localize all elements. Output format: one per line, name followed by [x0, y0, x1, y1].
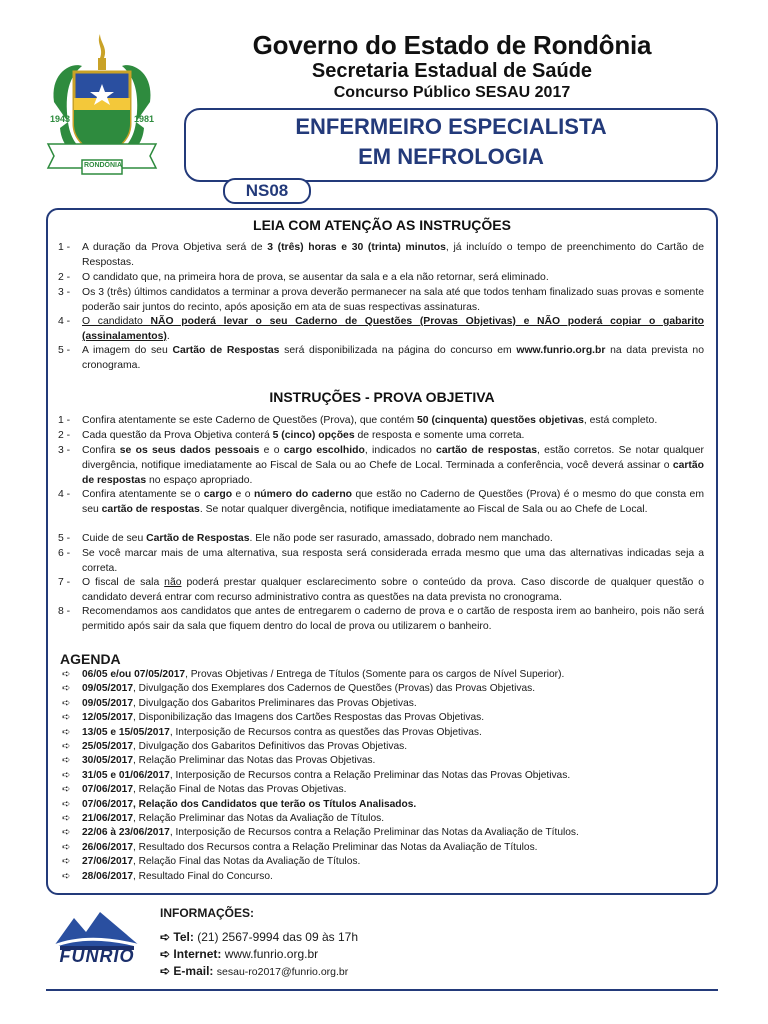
arrow-right-icon: ➪ [62, 683, 71, 695]
item-number: 6 - [58, 548, 71, 559]
page-title: Governo do Estado de Rondônia [252, 30, 652, 60]
arrow-right-icon: ➪ [62, 784, 71, 796]
contest-name: Concurso Público SESAU 2017 [333, 84, 571, 101]
exam-code-badge: NS08 [223, 178, 311, 204]
general-item-1: 1 - A duração da Prova Objetiva será de 3 (três) horas e 30 (trinta) minutos, já incluído o tempo de preenchimento do Cartão de Respostas. [58, 242, 704, 268]
arrow-right-icon: ➪ [160, 964, 171, 978]
funrio-logo-text: FUNRIO [59, 946, 135, 966]
agenda-item: ➪ 07/06/2017, Relação dos Candidatos que terão os Títulos Analisados. [62, 798, 416, 812]
arrow-right-icon: ➪ [62, 813, 71, 824]
role-title-line2: EM NEFROLOGIA [358, 144, 544, 169]
objective-item-3: 3 - Confira se os seus dados pessoais e o cargo escolhido, indicados no cartão de respostas, estão corretos. Se notar qualquer divergência, notifique imediatamente ao Fiscal de Sala ou ao Chefe de Local. Terminada a conferência, você deverá assinar o cartão de respostas no espaço apropriado. [58, 445, 704, 486]
general-item-5: 5 - A imagem do seu Cartão de Respostas será disponibilizada na página do concurso em www.funrio.org.br na data prevista no cronograma. [58, 345, 704, 371]
arrow-right-icon: ➪ [62, 669, 71, 680]
agenda-item: ➪ 27/06/2017, Relação Final das Notas da Avaliação de Títulos. [62, 855, 360, 869]
item-number: 1 - [58, 242, 71, 253]
email-link[interactable]: sesau-ro2017@funrio.org.br [216, 966, 349, 978]
agenda-item: ➪ 25/05/2017, Divulgação dos Gabaritos Definitivos das Provas Objetivas. [62, 740, 407, 754]
agenda-item: ➪ 28/06/2017, Resultado Final do Concurso. [62, 870, 273, 884]
arrow-right-icon: ➪ [62, 697, 71, 709]
info-heading: INFORMAÇÕES: [160, 906, 254, 920]
item-number: 2 - [58, 272, 71, 283]
objective-item-8: 8 - Recomendamos aos candidatos que antes de entregarem o caderno de prova e o cartão de resposta irem ao banheiro, pois não será permitido após sair da sala que fiquem dentro do local de prova ou utilizarem o banheiro. [58, 606, 704, 632]
general-item-4: 4 - O candidato NÃO poderá levar o seu Caderno de Questões (Provas Objetivas) e NÃO poderá copiar o gabarito (assinalamentos). [58, 316, 705, 342]
general-item-2: 2 - O candidato que, na primeira hora de prova, se ausentar da sala e a ela não retornar, será eliminado. [58, 272, 549, 283]
arrow-right-icon: ➪ [62, 769, 71, 781]
item-number: 4 - [58, 316, 71, 327]
agenda-item: ➪ 30/05/2017, Relação Preliminar das Notas das Provas Objetivas. [62, 754, 375, 768]
info-email: ➪ E-mail: sesau-ro2017@funrio.org.br [160, 964, 349, 978]
arrow-right-icon: ➪ [62, 841, 71, 853]
agenda-item: ➪ 09/05/2017, Divulgação dos Gabaritos Preliminares das Provas Objetivas. [62, 697, 417, 711]
item-number: 4 - [58, 489, 71, 500]
item-number: 3 - [58, 445, 71, 456]
general-instructions-heading: LEIA COM ATENÇÃO AS INSTRUÇÕES [253, 217, 511, 233]
arrow-right-icon: ➪ [160, 947, 171, 961]
info-phone: ➪ Tel: (21) 2567-9994 das 09 às 17h [160, 930, 358, 944]
agenda-item: ➪ 13/05 e 15/05/2017, Interposição de Recursos contra as questões das Provas Objetivas. [62, 726, 482, 740]
arrow-right-icon: ➪ [62, 856, 71, 868]
item-number: 3 - [58, 287, 71, 298]
coat-year-left: 1943 [50, 114, 71, 124]
item-number: 2 - [58, 430, 71, 441]
agenda-item: ➪ 06/05 e/ou 07/05/2017, Provas Objetivas / Entrega de Títulos (Somente para os cargos de Nível Superior). [62, 668, 564, 682]
info-internet: ➪ Internet: www.funrio.org.br [160, 947, 319, 961]
objective-instructions-heading: INSTRUÇÕES - PROVA OBJETIVA [269, 389, 495, 405]
agenda-item: ➪ 07/06/2017, Relação Final de Notas das Provas Objetivas. [62, 783, 346, 797]
arrow-right-icon: ➪ [62, 712, 71, 724]
objective-item-2: 2 - Cada questão da Prova Objetiva conterá 5 (cinco) opções de resposta e somente uma correta. [58, 430, 525, 441]
general-item-3: 3 - Os 3 (três) últimos candidatos a terminar a prova deverão permanecer na sala até que todos tenham finalizado suas provas e somente poderão sair juntos do recinto, após aposição em ata de suas respectivas assinaturas. [58, 287, 704, 313]
objective-item-6: 6 - Se você marcar mais de uma alternativa, sua resposta será considerada errada mesmo que uma das alternativas indicadas seja a correta. [58, 548, 704, 574]
arrow-right-icon: ➪ [62, 798, 71, 810]
item-number: 5 - [58, 533, 71, 544]
arrow-right-icon: ➪ [62, 827, 71, 839]
coat-name: RONDÔNIA [83, 162, 123, 169]
website-link[interactable]: www.funrio.org.br [224, 947, 319, 961]
arrow-right-icon: ➪ [62, 726, 71, 738]
agenda-item: ➪ 22/06 à 23/06/2017, Interposição de Recursos contra a Relação Preliminar das Notas da Avaliação de Títulos. [62, 826, 579, 840]
bottom-divider [46, 989, 718, 991]
agenda-item: ➪ 26/06/2017, Resultado dos Recursos contra a Relação Preliminar das Notas da Avaliação de Títulos. [62, 841, 538, 855]
item-number: 7 - [58, 577, 71, 588]
item-number: 1 - [58, 415, 71, 426]
arrow-right-icon: ➪ [160, 930, 171, 944]
arrow-right-icon: ➪ [62, 741, 71, 752]
objective-item-5: 5 - Cuide de seu Cartão de Respostas. Ele não pode ser rasurado, amassado, dobrado nem manchado. [58, 533, 553, 544]
coat-year-right: 1981 [134, 114, 155, 124]
agenda-item: ➪ 31/05 e 01/06/2017, Interposição de Recursos contra a Relação Preliminar das Notas das Provas Objetivas. [62, 769, 570, 783]
agenda-item: ➪ 09/05/2017, Divulgação dos Exemplares dos Cadernos de Questões (Provas) das Provas Objetivas. [62, 682, 535, 696]
page-subtitle: Secretaria Estadual de Saúde [311, 60, 593, 82]
agenda-heading: AGENDA [60, 651, 121, 667]
agenda-item: ➪ 21/06/2017, Relação Preliminar das Notas da Avaliação de Títulos. [62, 812, 384, 826]
agenda-item: ➪ 12/05/2017, Disponibilização das Imagens dos Cartões Respostas das Provas Objetivas. [62, 711, 484, 725]
rondonia-coat-of-arms-icon [42, 32, 162, 180]
objective-item-1: 1 - Confira atentamente se este Caderno de Questões (Prova), que contém 50 (cinquenta) questões objetivas, está completo. [58, 415, 658, 426]
item-number: 5 - [58, 345, 71, 356]
item-number: 8 - [58, 606, 71, 617]
objective-item-7: 7 - O fiscal de sala não poderá prestar qualquer esclarecimento sobre o conteúdo da prova. Caso discorde de qualquer questão o candidato deverá entrar com recurso administrativo contra as questões na data prevista no cronograma. [58, 577, 705, 603]
arrow-right-icon: ➪ [62, 755, 71, 767]
objective-item-4: 4 - Confira atentamente se o cargo e o número do caderno que estão no Caderno de Questões (Prova) é o mesmo do que consta em seu cartão de respostas. Se notar qualquer divergência, notifique imediatamente ao Fiscal de Sala ou ao Chefe de Local. [58, 489, 704, 515]
role-title-line1: ENFERMEIRO ESPECIALISTA [295, 114, 607, 139]
arrow-right-icon: ➪ [62, 870, 71, 882]
